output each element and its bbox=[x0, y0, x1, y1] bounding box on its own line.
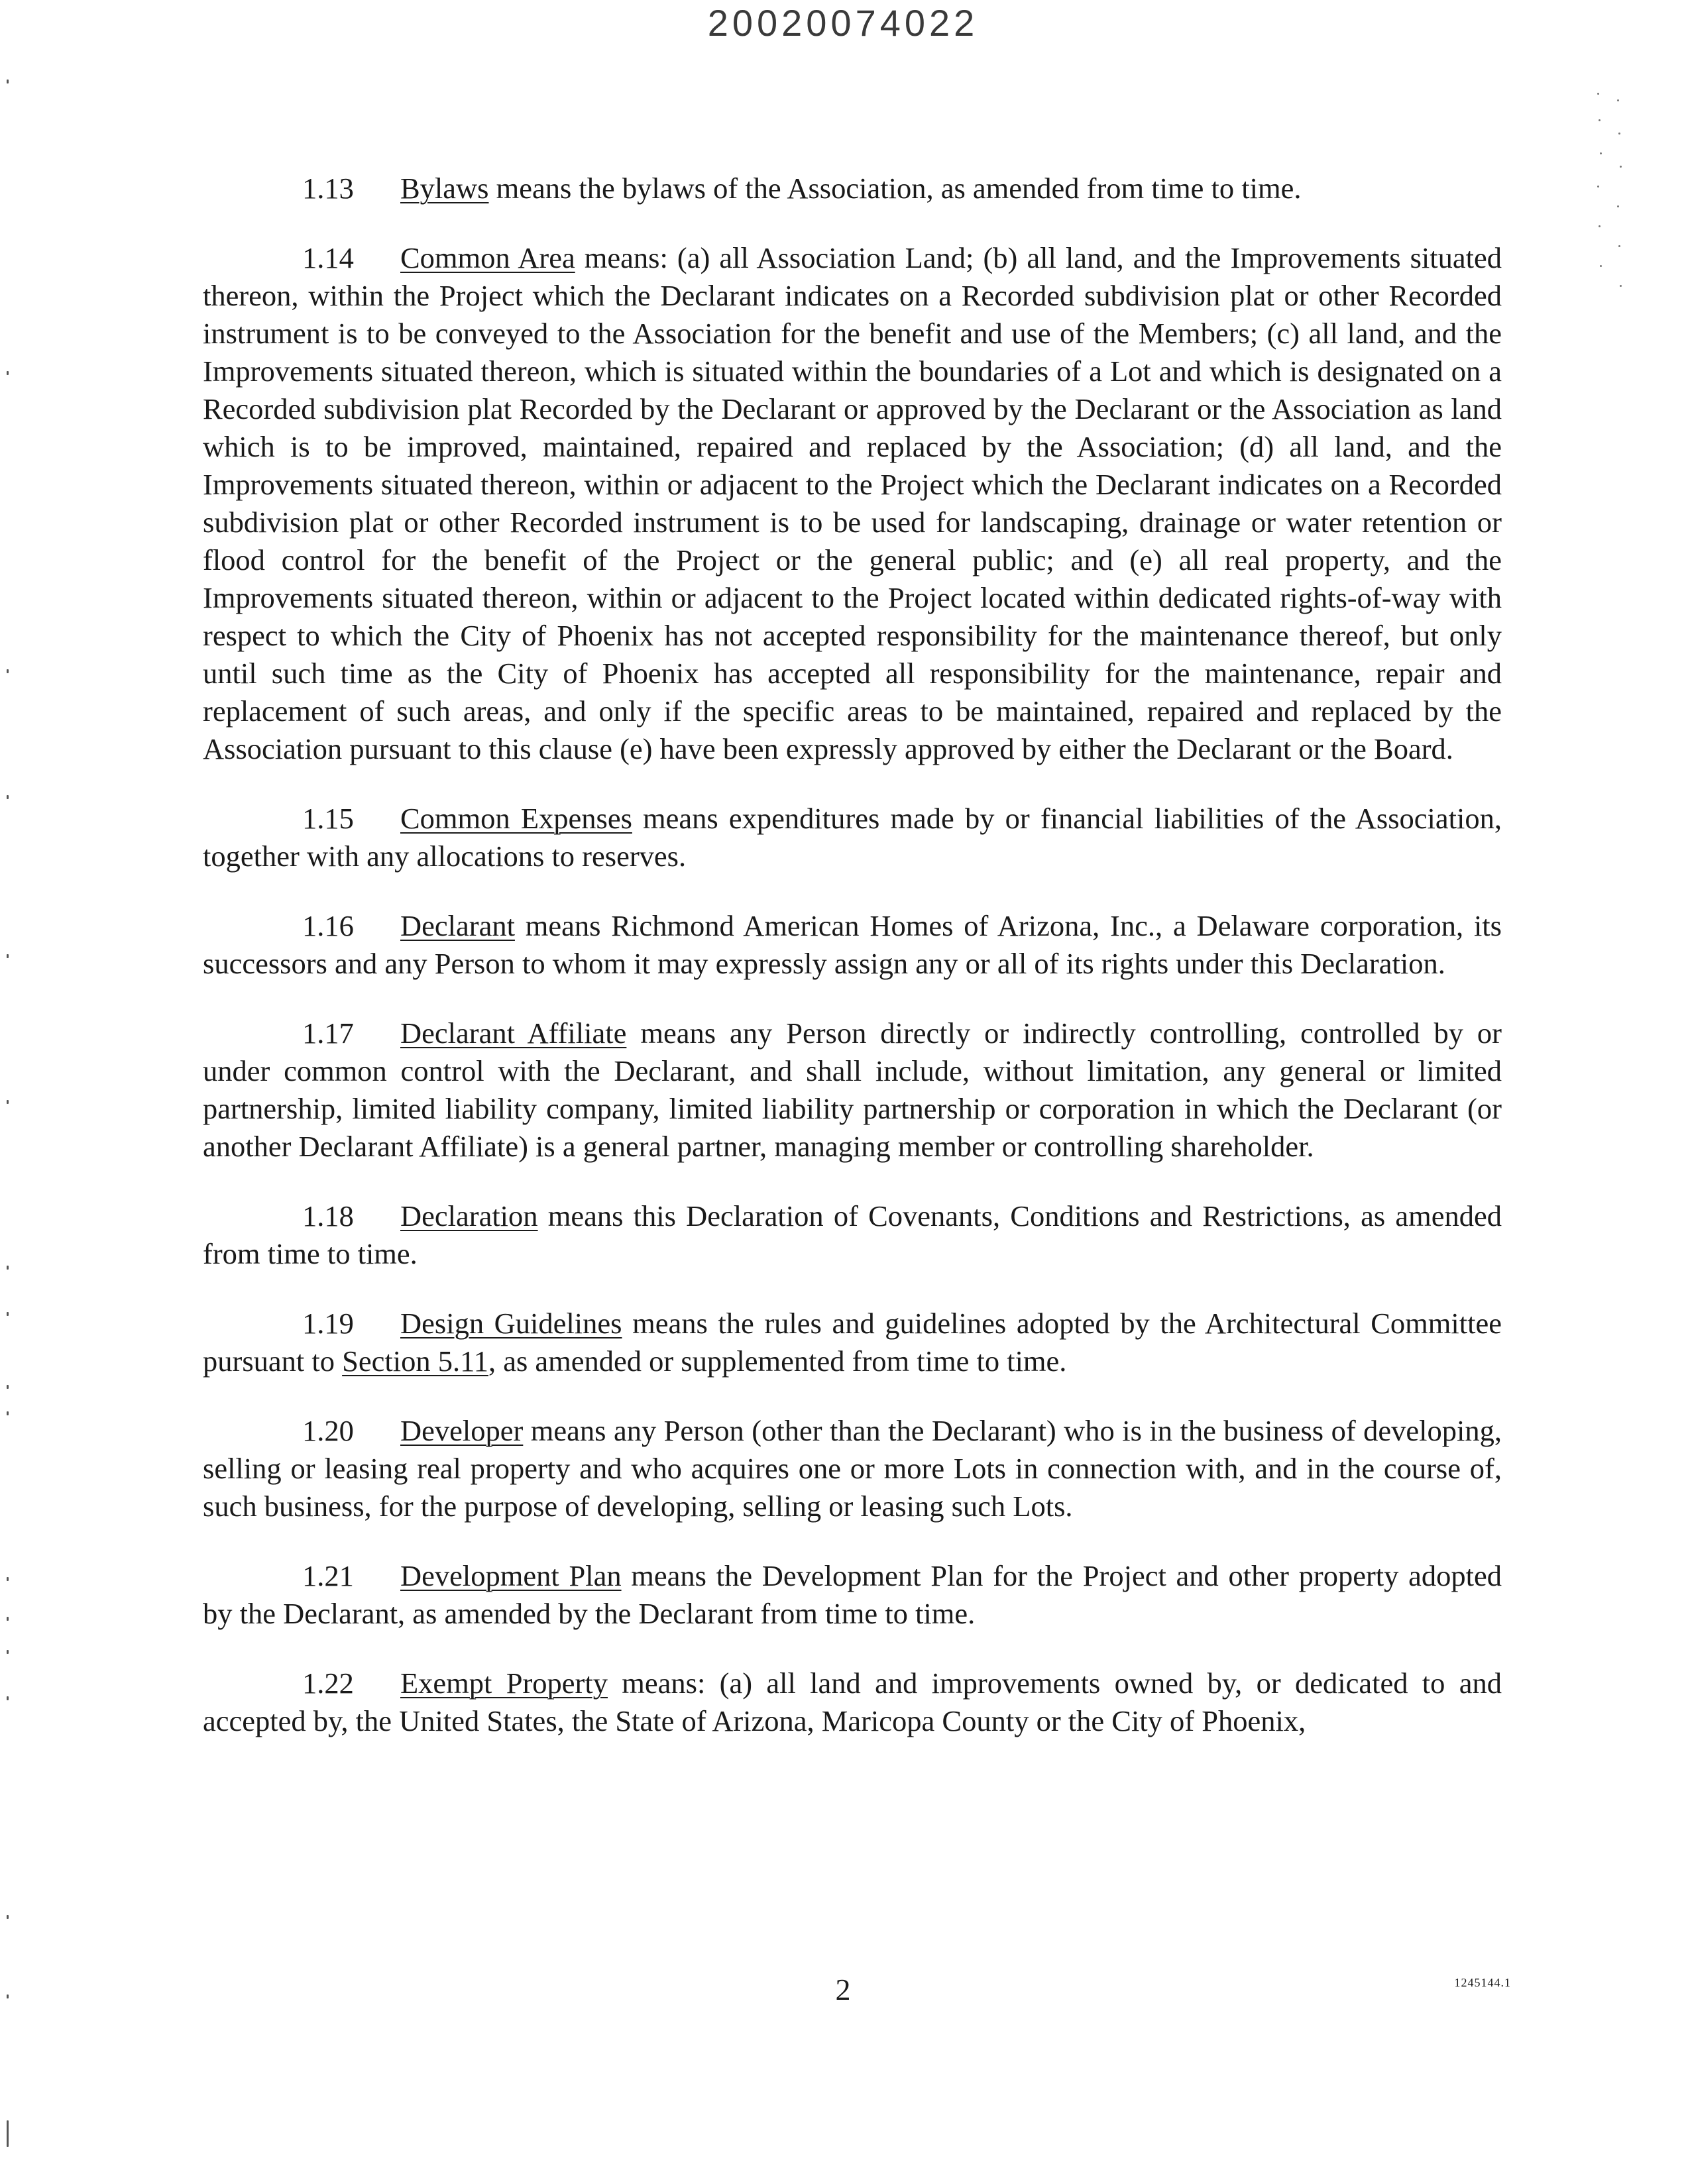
definition-1-13 bbox=[203, 170, 1502, 207]
definitions-body bbox=[203, 170, 1502, 1772]
section-number: 1.22 bbox=[302, 1666, 354, 1700]
defined-term: Exempt Property bbox=[400, 1666, 608, 1700]
section-number: 1.15 bbox=[302, 802, 354, 835]
recording-number: 20020074022 bbox=[707, 2, 979, 44]
definition-text: means Richmond American Homes of Arizona, Inc., a Delaware corporation, its successors and any Person to whom it may expressly assign any or all of its rights under this Declaration. bbox=[203, 909, 1502, 980]
definition-1-19 bbox=[203, 1305, 1502, 1380]
section-number: 1.18 bbox=[302, 1199, 354, 1232]
defined-term: Declarant bbox=[400, 909, 515, 942]
defined-term: Declaration bbox=[400, 1199, 538, 1232]
definition-1-15 bbox=[203, 800, 1502, 875]
definition-1-21 bbox=[203, 1557, 1502, 1633]
defined-term: Declarant Affiliate bbox=[400, 1016, 627, 1050]
definition-text: means: (a) all land and improvements owned by, or dedicated to and accepted by, the United States, the State of Arizona, Maricopa County or the City of Phoenix, bbox=[203, 1666, 1502, 1737]
scan-edge-dots bbox=[1591, 93, 1644, 292]
definition-1-17 bbox=[203, 1014, 1502, 1166]
definition-1-14 bbox=[203, 239, 1502, 768]
defined-term: Common Expenses bbox=[400, 802, 632, 835]
page-number: 2 bbox=[835, 1973, 851, 2006]
defined-term: Common Area bbox=[400, 241, 575, 274]
scan-margin-marks bbox=[4, 0, 17, 2184]
document-id: 1245144.1 bbox=[1454, 1976, 1511, 1989]
section-number: 1.16 bbox=[302, 909, 354, 942]
section-number: 1.21 bbox=[302, 1559, 354, 1592]
definition-text: means the bylaws of the Association, as amended from time to time. bbox=[488, 172, 1302, 205]
section-number: 1.20 bbox=[302, 1414, 354, 1447]
section-number: 1.14 bbox=[302, 241, 354, 274]
defined-term: Development Plan bbox=[400, 1559, 622, 1592]
defined-term: Design Guidelines bbox=[400, 1307, 622, 1340]
definition-text: means this Declaration of Covenants, Conditions and Restrictions, as amended from time to time. bbox=[203, 1199, 1502, 1270]
definition-text: means the Development Plan for the Project and other property adopted by the Declarant, as amended by the Declarant from time to time. bbox=[203, 1559, 1502, 1630]
section-number: 1.19 bbox=[302, 1307, 354, 1340]
section-reference: Section 5.11 bbox=[342, 1344, 488, 1378]
definition-1-18 bbox=[203, 1197, 1502, 1273]
definition-1-22 bbox=[203, 1665, 1502, 1740]
definition-text: means any Person (other than the Declarant) who is in the business of developing, selling or leasing real property and who acquires one or more Lots in connection with, and in the course of, such business, for the purpose of developing, selling or leasing such Lots. bbox=[203, 1414, 1502, 1523]
section-number: 1.17 bbox=[302, 1016, 354, 1050]
definition-text: means expenditures made by or financial liabilities of the Association, together with any allocations to reserves. bbox=[203, 802, 1502, 873]
section-number: 1.13 bbox=[302, 172, 354, 205]
definition-text-continued: , as amended or supplemented from time to time. bbox=[488, 1344, 1067, 1378]
defined-term: Developer bbox=[400, 1414, 524, 1447]
definition-text: means: (a) all Association Land; (b) all land, and the Improvements situated thereon, within the Project which the Declarant indicates on a Recorded subdivision plat or other Recorded instrument is to be conveyed to the Association for the benefit and use of the Members; (c) all land, and the Improvements situated thereon, which is situated within the boundaries of a Lot and which is designated on a Recorded subdivision plat Recorded by the Declarant or approved by the Declarant or the Association as land which is to be improved, maintained, repaired and replaced by the Association; (d) all land, and the Improvements situated thereon, within or adjacent to the Project which the Declarant indicates on a Recorded subdivision plat or other Recorded instrument is to be used for landscaping, drainage or water retention or flood control for the benefit of the Project or the general public; and (e) all real property, and the Improvements situated thereon, within or adjacent to the Project located within dedicated rights-of-way with respect to which the City of Phoenix has not accepted responsibility for the maintenance thereof, but only until such time as the City of Phoenix has accepted all responsibility for the maintenance, repair and replacement of such areas, and only if the specific areas to be maintained, repaired and replaced by the Association pursuant to this clause (e) have been expressly approved by either the Declarant or the Board. bbox=[203, 241, 1502, 765]
definition-1-20 bbox=[203, 1412, 1502, 1525]
definition-1-16 bbox=[203, 907, 1502, 983]
definition-text: means the rules and guidelines adopted by the Architectural Committee pursuant to bbox=[203, 1307, 1502, 1378]
defined-term: Bylaws bbox=[400, 172, 489, 205]
definition-text: means any Person directly or indirectly controlling, controlled by or under common control with the Declarant, and shall include, without limitation, any general or limited partnership, limited liability company, limited liability partnership or corporation in which the Declarant (or another Declarant Affiliate) is a general partner, managing member or controlling shareholder. bbox=[203, 1016, 1502, 1163]
